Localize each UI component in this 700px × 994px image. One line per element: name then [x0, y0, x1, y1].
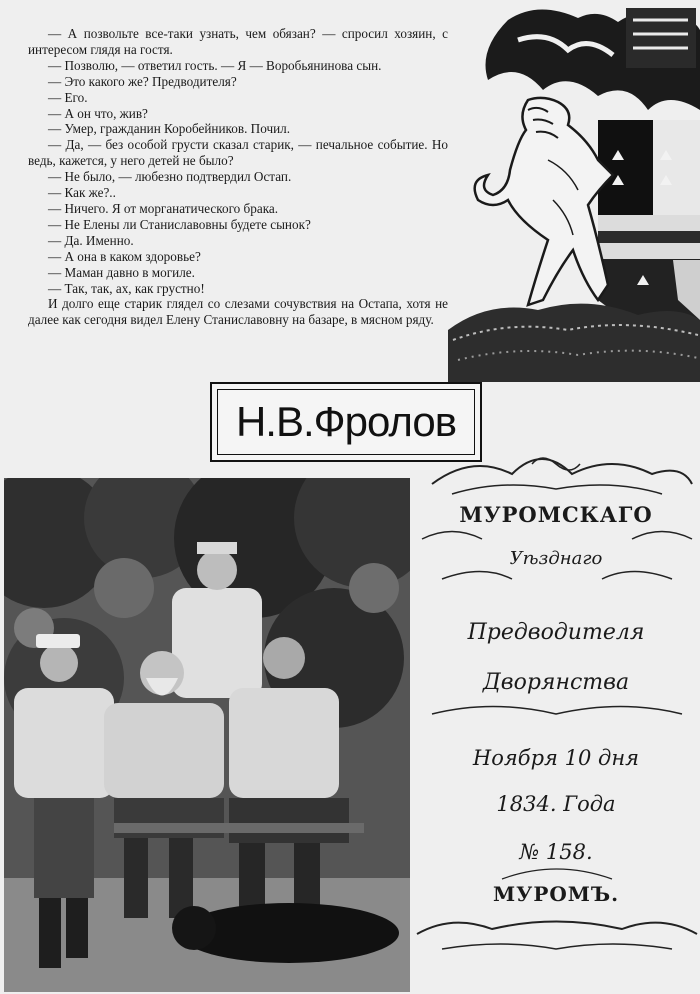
text-paragraph: — А позвольте все-таки узнать, чем обязан? — спросил хозяин, с интересом глядя на гостя. — [28, 26, 448, 57]
text-paragraph: — Это какого же? Предводителя? — [48, 73, 237, 89]
document-line-dvoryanstvo: Дворянства — [482, 670, 630, 695]
document-line-uezd: Уѣзднаго — [509, 548, 603, 569]
document-line-predvoditel: Предводителя — [467, 620, 645, 645]
text-paragraph: — Не было, — любезно подтвердил Остап. — [48, 169, 292, 185]
text-paragraph: — Его. — [48, 89, 88, 105]
document-year: 1834. Года — [496, 792, 616, 816]
text-paragraph: — Да, — без особой грусти сказал старик, — печальное событие. Но ведь, кажется, у него детей не было? — [28, 137, 448, 169]
text-paragraph: — Ничего. Я от морганатического брака. — [48, 200, 279, 216]
document-city: МУРОМЪ. — [492, 882, 620, 906]
text-paragraph: — Так, так, ах, как грустно! — [48, 280, 205, 296]
name-plate-text: Н.В.Фролов — [235, 398, 457, 445]
text-paragraph: — Позволю, — ответил гость. — Я — Воробьянинова сын. — [48, 57, 382, 73]
document-title: МУРОМСКАГО — [459, 502, 653, 527]
group-photograph — [4, 478, 410, 992]
coat-of-arms-image — [448, 0, 700, 382]
document-date: Ноября 10 дня — [472, 746, 640, 770]
text-paragraph: — А она в каком здоровье? — [48, 248, 201, 264]
text-paragraph: — Как же?.. — [48, 185, 116, 201]
text-paragraph: И долго еще старик глядел со слезами сочувствия на Остапа, хотя не далее как сегодня видел Елену Станиславовну на базаре, в мясном ряду. — [28, 296, 448, 328]
text-paragraph: — А он что, жив? — [48, 105, 148, 121]
document-number: № 158. — [519, 840, 593, 864]
text-paragraph: — Маман давно в могиле. — [48, 264, 195, 280]
text-paragraph: — Да. Именно. — [48, 232, 134, 248]
text-paragraph: — Не Елены ли Станиславовны будете сынок? — [48, 216, 311, 232]
text-excerpt — [28, 26, 448, 328]
document-text — [412, 444, 700, 994]
text-paragraph: — Умер, гражданин Коробейников. Почил. — [48, 121, 291, 137]
